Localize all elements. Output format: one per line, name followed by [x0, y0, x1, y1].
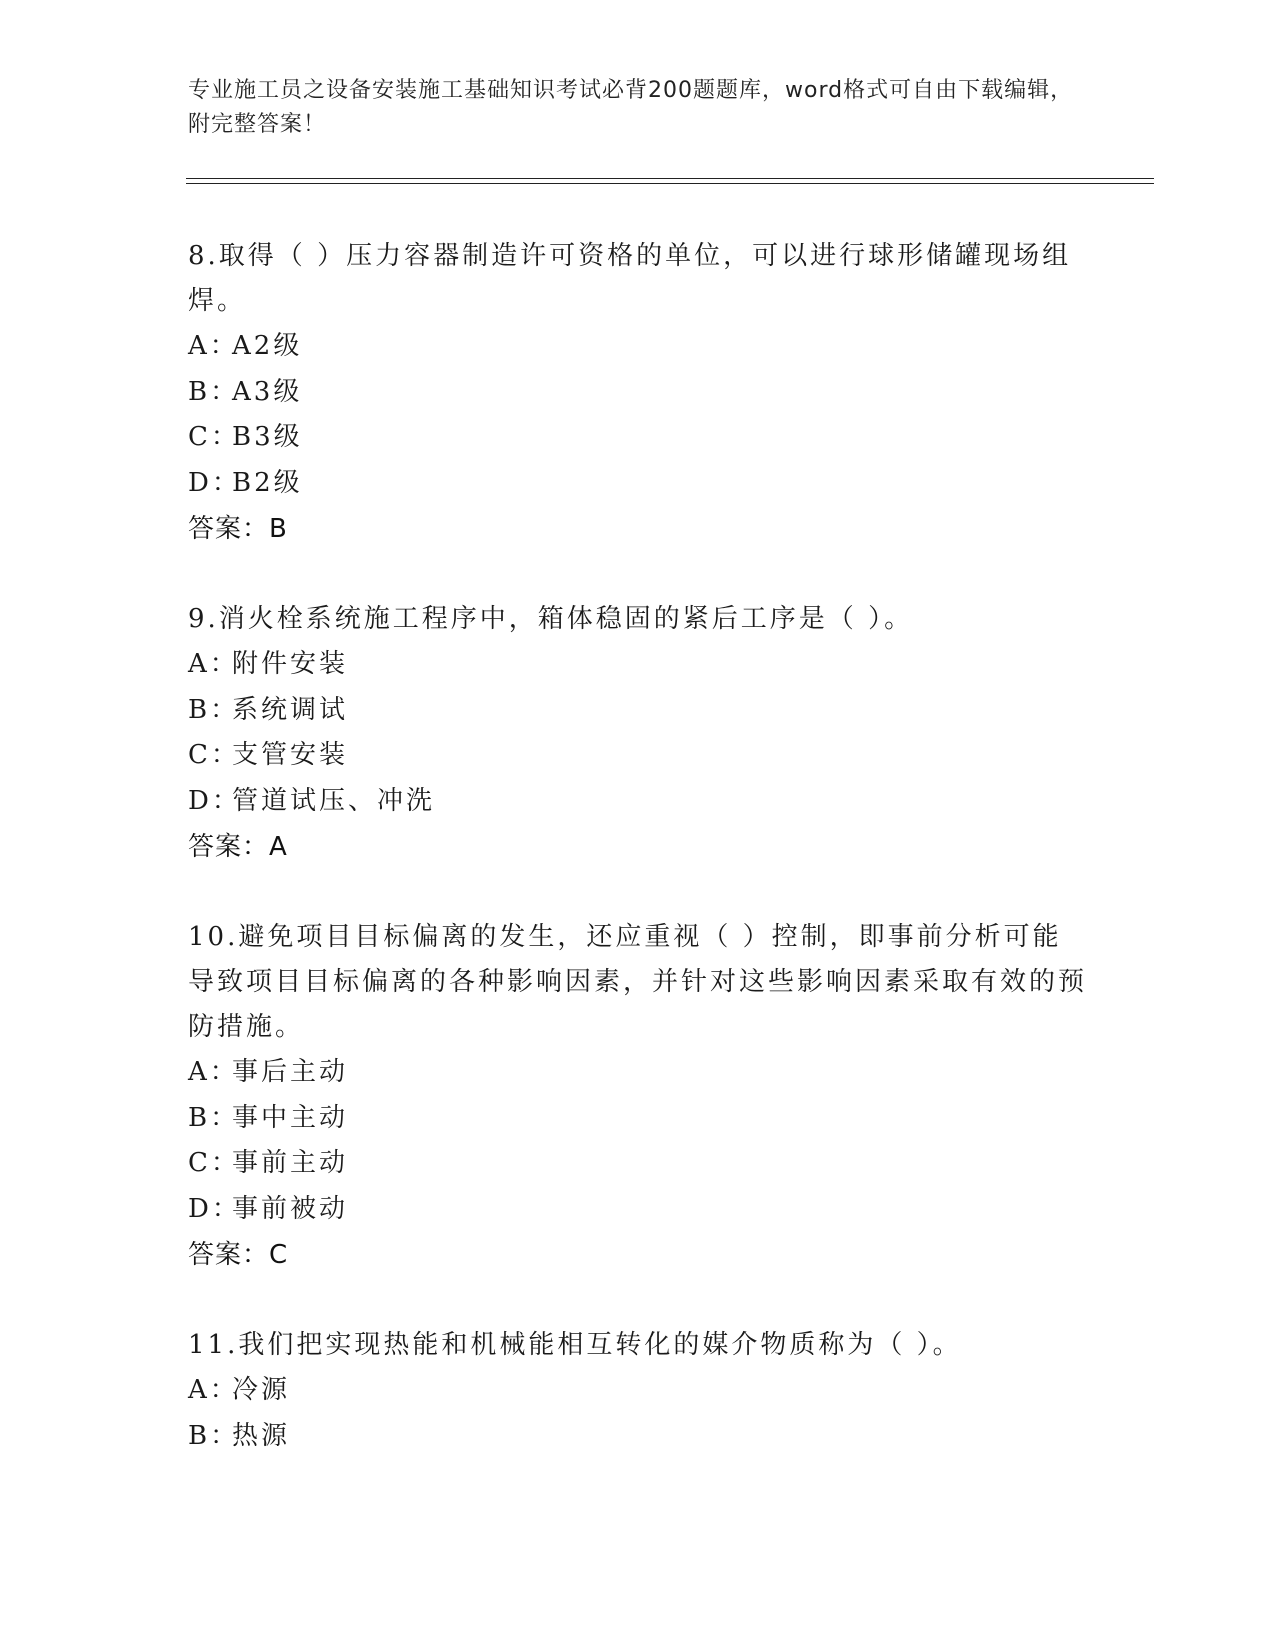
option-key: C：: [188, 740, 240, 770]
option-text: B3级: [232, 422, 303, 452]
option-b: [188, 1414, 1088, 1460]
option-text: 附件安装: [232, 649, 349, 679]
header-divider-bottom: [186, 183, 1154, 184]
option-key: B：: [188, 376, 240, 407]
option-key: D：: [188, 467, 241, 498]
option-d: [188, 779, 1088, 825]
question-stem: 10.避免项目目标偏离的发生，还应重视（ ）控制，即事前分析可能导致项目目标偏离的各种影响因素，并针对这些影响因素采取有效的预防措施。: [188, 922, 1088, 1042]
option-b: [188, 370, 1088, 416]
question-11: [188, 1323, 1088, 1459]
option-key: B：: [188, 1420, 240, 1451]
option-d: [188, 461, 1088, 507]
option-key: A：: [188, 1375, 239, 1405]
option-text: 支管安装: [232, 740, 349, 770]
option-c: [188, 733, 1088, 779]
question-stem: 11.我们把实现热能和机械能相互转化的媒介物质称为（ ）。: [188, 1330, 962, 1360]
option-key: C：: [188, 1148, 240, 1178]
option-a: [188, 642, 1088, 688]
option-text: B2级: [232, 467, 303, 498]
option-key: D：: [188, 785, 241, 816]
option-a: [188, 1368, 1088, 1414]
option-key: D：: [188, 1193, 241, 1224]
question-9: [188, 597, 1088, 870]
option-key: A：: [188, 649, 239, 679]
option-a: [188, 324, 1088, 370]
option-key: B：: [188, 694, 240, 725]
option-text: 事前被动: [232, 1193, 349, 1224]
option-text: A2级: [232, 331, 303, 361]
option-key: C：: [188, 422, 240, 452]
answer-text: 答案：C: [188, 1240, 289, 1270]
option-text: 事中主动: [232, 1102, 349, 1133]
option-key: A：: [188, 1057, 239, 1087]
answer-text: 答案：B: [188, 514, 288, 544]
option-b: [188, 1096, 1088, 1142]
option-key: B：: [188, 1102, 240, 1133]
answer-text: 答案：A: [188, 832, 288, 862]
option-text: 事前主动: [232, 1148, 349, 1178]
option-key: A：: [188, 331, 239, 361]
question-stem: 9.消火栓系统施工程序中，箱体稳固的紧后工序是（ ）。: [188, 604, 914, 634]
question-10: [188, 915, 1088, 1278]
option-text: 事后主动: [232, 1057, 349, 1087]
option-c: [188, 1141, 1088, 1187]
option-b: [188, 688, 1088, 734]
option-text: 系统调试: [232, 694, 349, 725]
option-text: 热源: [232, 1420, 291, 1451]
question-8: [188, 234, 1088, 552]
question-stem: 8.取得（ ）压力容器制造许可资格的单位，可以进行球形储罐现场组焊。: [188, 241, 1072, 316]
option-text: 冷源: [232, 1375, 291, 1405]
option-c: [188, 415, 1088, 461]
document-header-title: 专业施工员之设备安装施工基础知识考试必背200题题库，word格式可自由下载编辑，附完整答案！: [188, 78, 1074, 137]
option-d: [188, 1187, 1088, 1233]
option-text: 管道试压、冲洗: [232, 785, 436, 816]
header-divider-top: [186, 178, 1154, 179]
option-text: A3级: [232, 376, 303, 407]
option-a: [188, 1050, 1088, 1096]
